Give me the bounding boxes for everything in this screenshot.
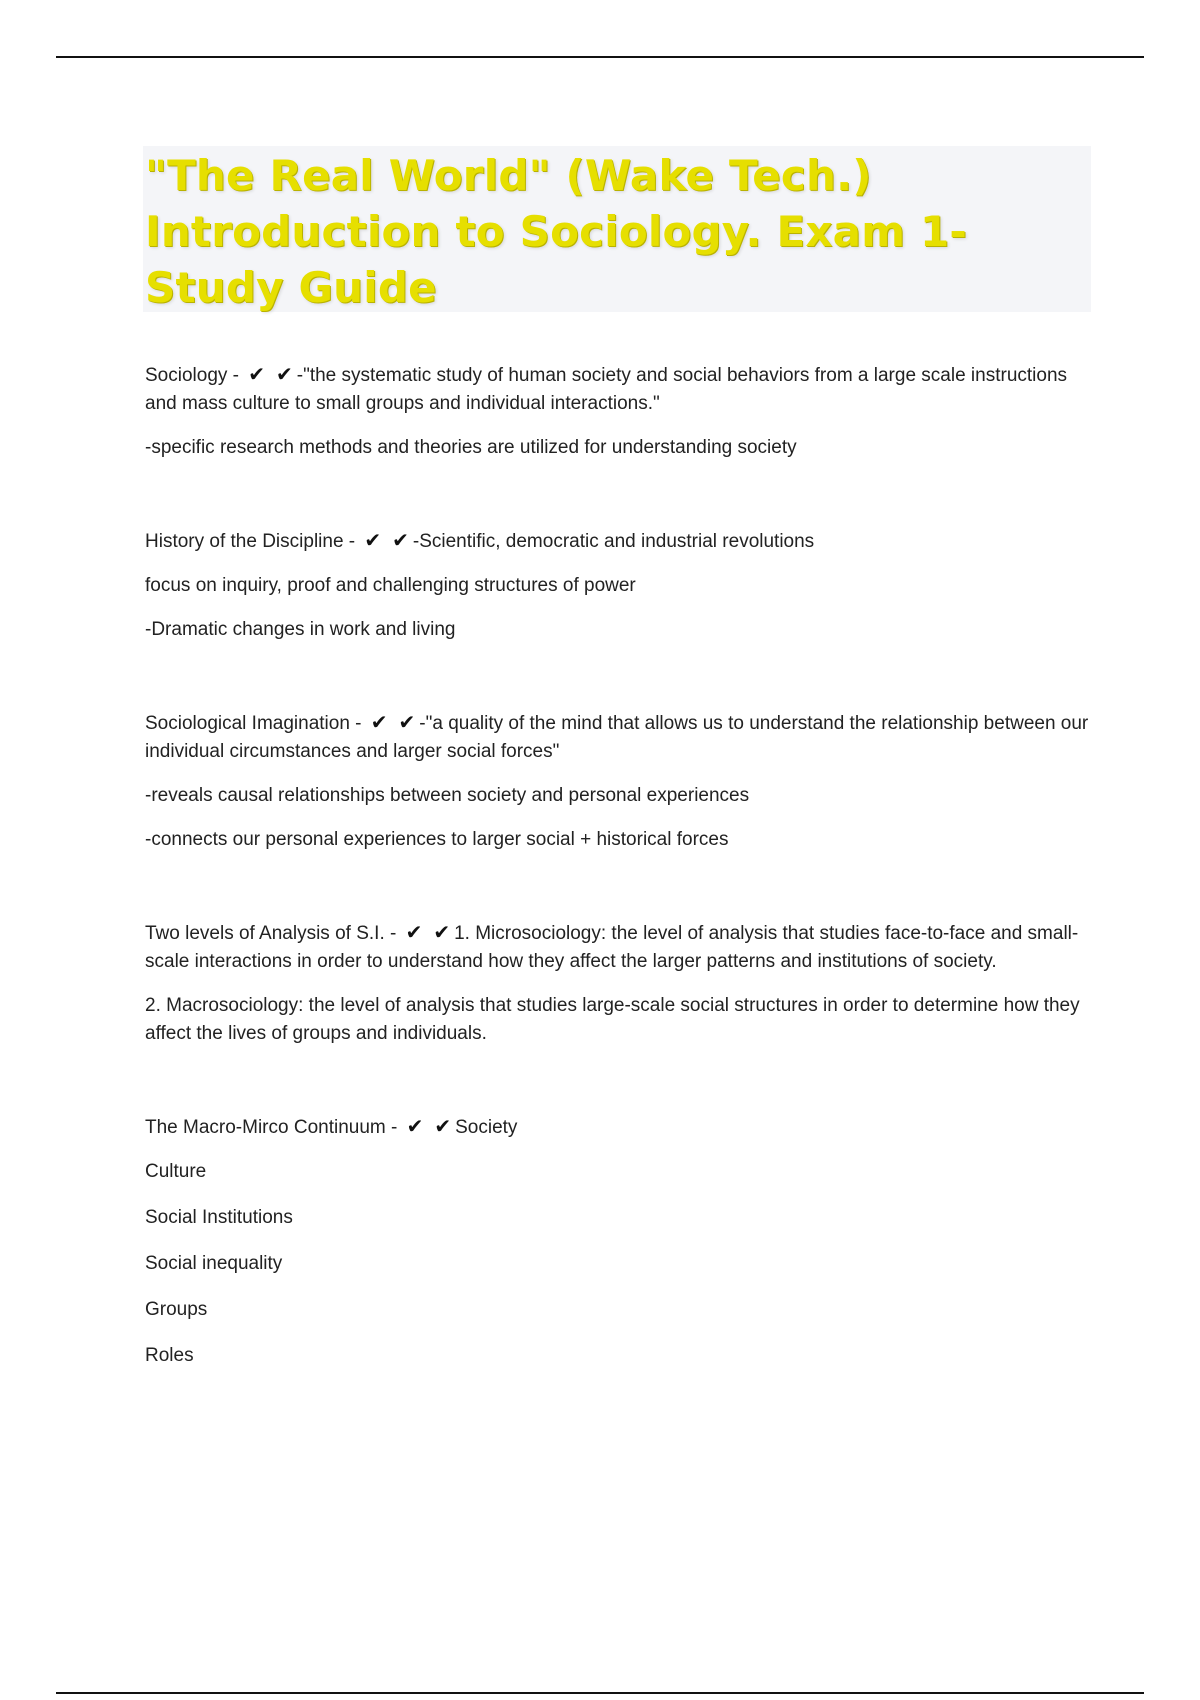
entry-term: History of the Discipline - [145, 531, 361, 552]
entry-note: -Dramatic changes in work and living [145, 619, 456, 640]
entry-term: Sociological Imagination - [145, 713, 367, 734]
continuum-item: Culture [145, 1161, 207, 1182]
entry-definition-line [145, 1112, 1095, 1142]
continuum-item: Social inequality [145, 1253, 283, 1274]
double-checkmark-icon: ✔ ✔ [364, 528, 411, 552]
continuum-item: Roles [145, 1345, 194, 1366]
entry-definition: 1. Microsociology: the level of analysis that studies face-to-face and small-scale interactions in order to understand how they affect the larger patterns and institutions of society. [145, 923, 1079, 972]
entry-term: The Macro-Mirco Continuum - [145, 1117, 403, 1138]
entry-term: Two levels of Analysis of S.I. - [145, 923, 402, 944]
double-checkmark-icon: ✔ ✔ [248, 362, 295, 386]
entry-note: -connects our personal experiences to larger social + historical forces [145, 829, 729, 850]
bottom-rule [56, 1692, 1144, 1694]
entry-definition: Society [455, 1117, 518, 1138]
entry-definition: -Scientific, democratic and industrial revolutions [412, 531, 815, 552]
document-title: "The Real World" (Wake Tech.) Introduction to Sociology. Exam 1-Study Guide [145, 151, 968, 312]
entry-note: -reveals causal relationships between society and personal experiences [145, 785, 750, 806]
continuum-item: Groups [145, 1299, 208, 1320]
entry-definition: -"a quality of the mind that allows us to understand the relationship between our individual circumstances and larger social forces" [145, 713, 1089, 762]
entry-definition-line [145, 526, 1095, 556]
entry-sociological-imagination [145, 708, 1095, 854]
entry-history-of-the-discipline [145, 526, 1095, 644]
double-checkmark-icon: ✔ ✔ [406, 1114, 454, 1138]
entry-term: Sociology - [145, 365, 245, 386]
entry-definition-line [145, 360, 1095, 418]
entry-note: -specific research methods and theories are utilized for understanding society [145, 437, 797, 458]
top-rule [56, 56, 1144, 58]
entry-definition-line [145, 918, 1095, 976]
entry-note: focus on inquiry, proof and challenging structures of power [145, 575, 636, 596]
entry-sociology [145, 360, 1095, 462]
entry-macro-micro-continuum [145, 1112, 1095, 1370]
entry-definition: -"the systematic study of human society and social behaviors from a large scale instructions and mass culture to small groups and individual interactions." [145, 365, 1068, 414]
continuum-item: Social Institutions [145, 1207, 293, 1228]
study-guide-body [145, 360, 1095, 1388]
double-checkmark-icon: ✔ ✔ [370, 710, 418, 734]
entry-definition-line [145, 708, 1095, 766]
double-checkmark-icon: ✔ ✔ [405, 920, 453, 944]
entry-note: 2. Macrosociology: the level of analysis that studies large-scale social structures in order to determine how they affect the lives of groups and individuals. [145, 995, 1080, 1044]
entry-two-levels-of-analysis [145, 918, 1095, 1048]
